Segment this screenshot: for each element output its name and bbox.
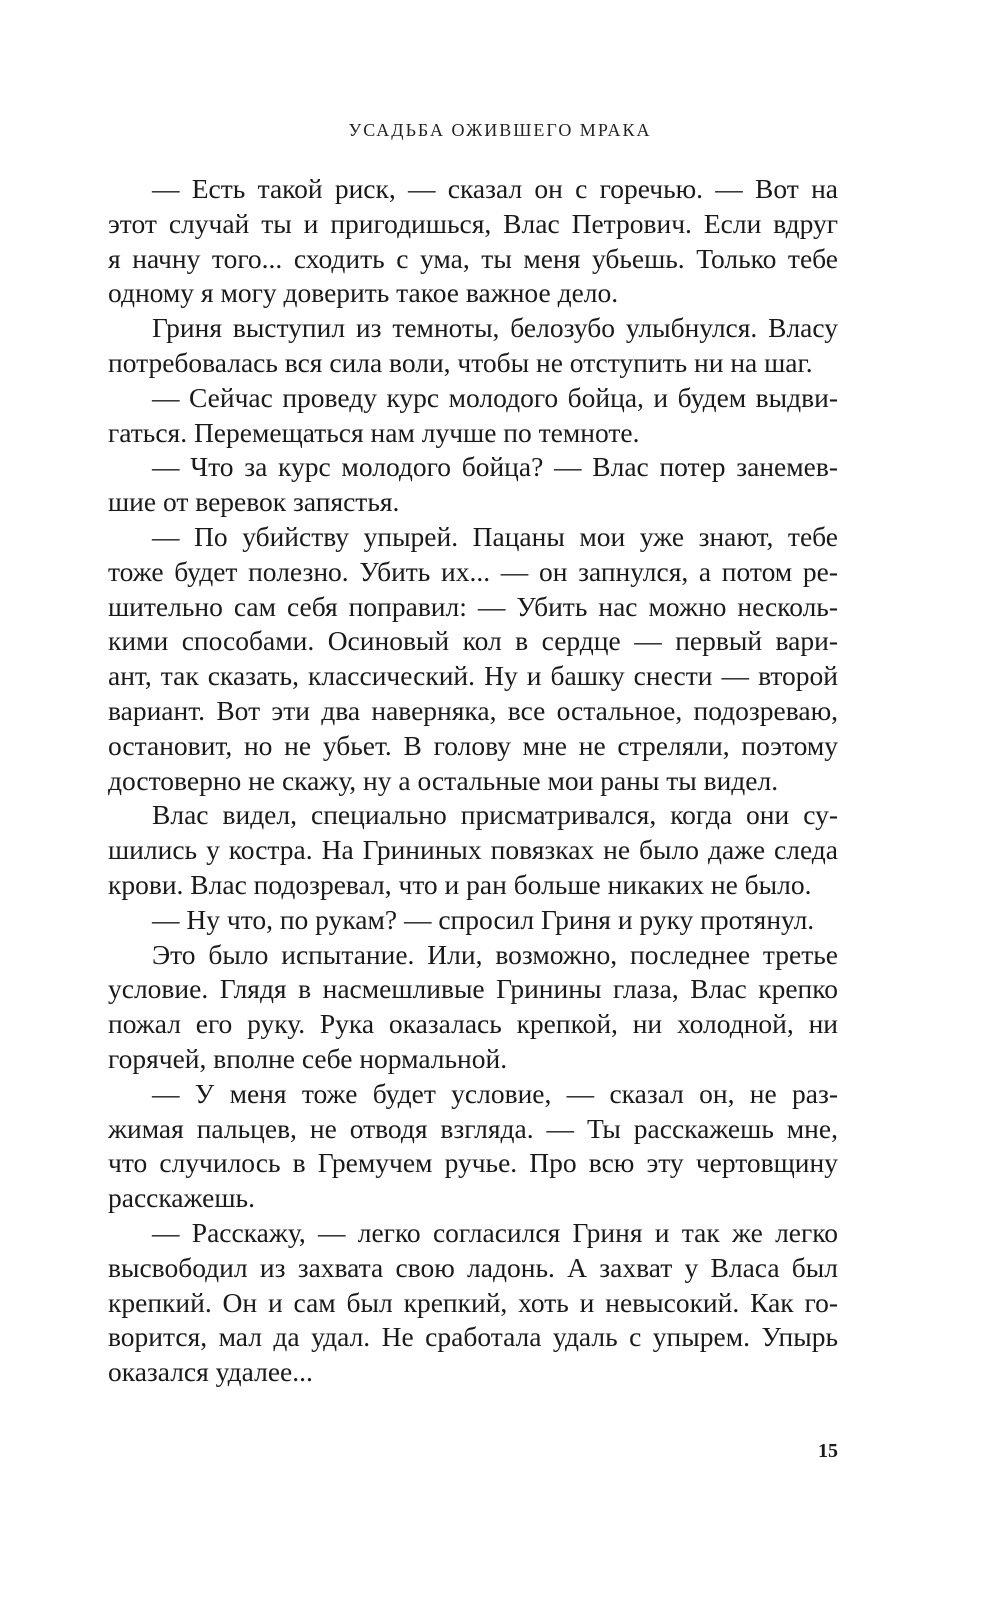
text-line: ворится, мал да удал. Не сработала удаль с упырем. Упырь [108, 1321, 838, 1353]
text-line: кими способами. Осиновый кол в сердце — первый вари- [108, 625, 838, 657]
text-line: тоже будет полезно. Убить их... — он запнулся, а потом ре- [108, 555, 838, 587]
text-line: высвободил из захвата свою ладонь. А захват у Власа был [108, 1251, 838, 1283]
text-line: потребовалась вся сила воли, чтобы не отступить ни на шаг. [108, 346, 813, 378]
text-line: крови. Влас подозревал, что и ран больше никаких не было. [108, 868, 812, 900]
text-line: одному я могу доверить такое важное дело. [108, 277, 619, 309]
text-line: пожал его руку. Рука оказалась крепкой, ни холодной, ни [108, 1008, 838, 1040]
body-text [108, 172, 838, 1390]
text-line: — По убийству упырей. Пацаны мои уже знают, тебе [152, 520, 838, 552]
text-line: — Расскажу, — легко согласился Гриня и так же легко [152, 1216, 838, 1248]
text-line: — Ну что, по рукам? — спросил Гриня и руку протянул. [152, 903, 815, 935]
text-line: условие. Глядя в насмешливые Гринины глаза, Влас крепко [108, 973, 838, 1005]
text-line: горячей, вполне себе нормальной. [108, 1042, 508, 1074]
text-line: гаться. Перемещаться нам лучше по темноте. [108, 416, 640, 448]
text-line: — Что за курс молодого бойца? — Влас потер занемев- [152, 451, 838, 483]
text-line: — Сейчас проведу курс молодого бойца, и будем выдви- [152, 381, 838, 413]
text-line: оказался удалее... [108, 1356, 313, 1388]
text-line: достоверно не скажу, ну а остальные мои раны ты видел. [108, 764, 779, 796]
text-line: шительно сам себя поправил: — Убить нас можно несколь- [108, 590, 838, 622]
text-line: — Есть такой риск, — сказал он с горечью. — Вот на [152, 173, 838, 204]
text-line: расскажешь. [108, 1182, 255, 1214]
page-number: 15 [818, 1440, 838, 1462]
text-line: остановит, но не убьет. В голову мне не стреляли, поэтому [108, 729, 838, 761]
text-line: Это было испытание. Или, возможно, последнее третье [152, 938, 838, 970]
text-line: крепкий. Он и сам был крепкий, хоть и невысокий. Как го- [108, 1286, 838, 1318]
text-line: Влас видел, специально присматривался, когда они су- [152, 799, 838, 831]
text-line: ант, так сказать, классический. Ну и башку снести — второй [108, 660, 838, 692]
text-line: шие от веревок запястья. [108, 486, 400, 518]
text-line: — У меня тоже будет условие, — сказал он, не раз- [152, 1077, 838, 1109]
text-line: что случилось в Гремучем ручье. Про всю эту чертовщину [108, 1147, 838, 1179]
running-title: УСАДЬБА ОЖИВШЕГО МРАКА [348, 120, 652, 140]
text-line: жимая пальцев, не отводя взгляда. — Ты расскажешь мне, [108, 1112, 838, 1144]
text-line: вариант. Вот эти два наверняка, все остальное, подозреваю, [108, 694, 838, 726]
text-line: я начну того... сходить с ума, ты меня убьешь. Только тебе [108, 242, 838, 274]
text-line: Гриня выступил из темноты, белозубо улыбнулся. Власу [152, 312, 838, 344]
text-line: шились у костра. На Грининых повязках не было даже следа [108, 834, 838, 866]
text-line: этот случай ты и пригодишься, Влас Петрович. Если вдруг [108, 207, 838, 239]
